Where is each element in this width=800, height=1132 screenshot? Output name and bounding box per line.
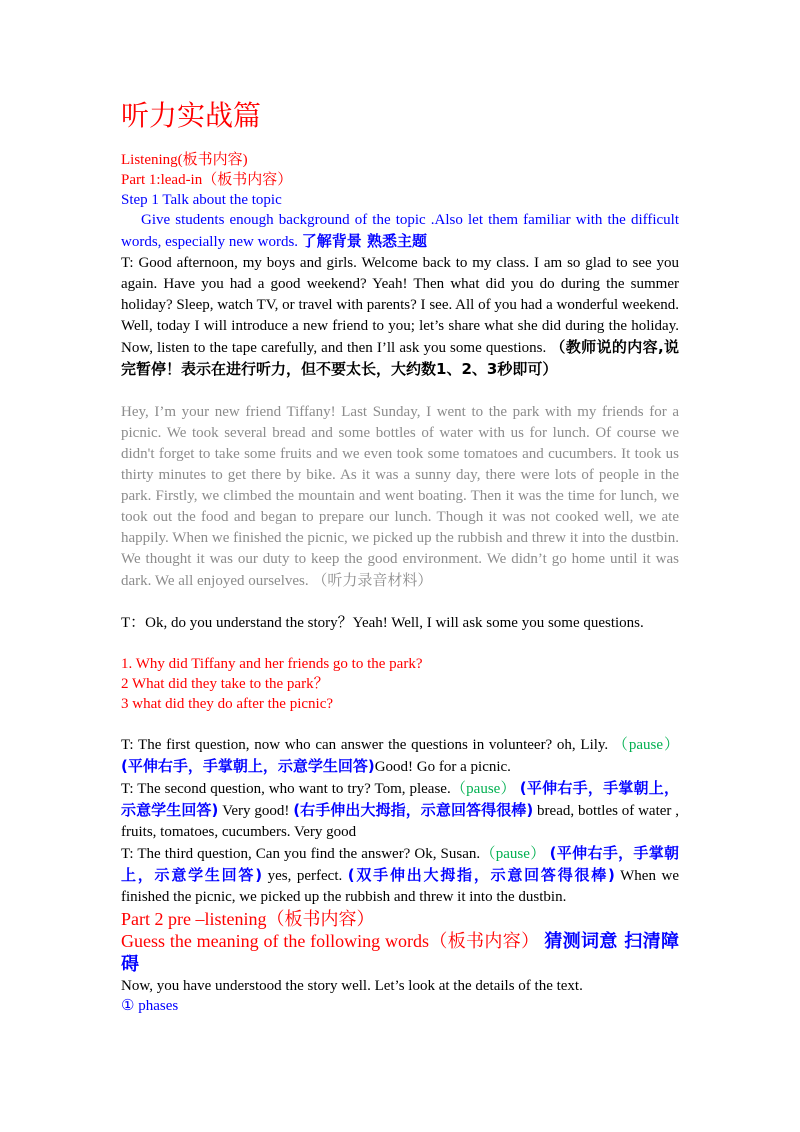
question-2: 2 What did they take to the park？ bbox=[121, 676, 329, 692]
intro-paragraph bbox=[121, 210, 679, 253]
answer-2-text-b: Very good! bbox=[218, 803, 294, 819]
answer-3-text-a: T: The third question, Can you find the answer? Ok, Susan. bbox=[121, 846, 481, 862]
heading-listening: Listening(板书内容) bbox=[121, 152, 248, 168]
heading-guess-text: Guess the meaning of the following words（板书内容） bbox=[121, 931, 540, 951]
answer-3-text-b: yes, perfect. bbox=[262, 868, 348, 884]
intro-note: 了解背景 熟悉主题 bbox=[301, 232, 428, 250]
word-1: ① phases bbox=[121, 998, 179, 1014]
details-line: Now, you have understood the story well. Let’s look at the details of the text. bbox=[121, 978, 583, 994]
answer-3-gesture: (平伸右手，手掌朝上，示意学生回答) bbox=[121, 844, 680, 884]
listening-note: （听力录音材料） bbox=[312, 571, 433, 589]
intro-text: Give students enough background of the topic .Also let them familiar with the difficult words, especially new words. bbox=[121, 212, 679, 250]
answer-3-pause: （pause） bbox=[480, 846, 546, 862]
teacher-question-line: T：Ok, do you understand the story？Yeah! Well, I will ask some you some questions. bbox=[121, 615, 644, 631]
answer-1-text-b: Good! Go for a picnic. bbox=[374, 759, 511, 775]
answer-2-gesture-2: (右手伸出大拇指，示意回答得很棒) bbox=[293, 801, 534, 819]
answer-3 bbox=[121, 843, 679, 908]
answer-2-pause: （pause） bbox=[450, 781, 516, 797]
listening-material bbox=[121, 402, 679, 592]
answer-2-gesture: (平伸右手，手掌朝上，示意学生回答) bbox=[121, 779, 680, 819]
heading-step1: Step 1 Talk about the topic bbox=[121, 192, 282, 208]
answer-1 bbox=[121, 735, 679, 778]
heading-guess-note: 猜测词意 扫清障碍 bbox=[121, 931, 680, 975]
teacher-paragraph-1-note: （教师说的内容,说完暂停！表示在进行听力，但不要太长，大约数1、2、3秒即可） bbox=[121, 338, 680, 378]
answer-1-text-a: T: The first question, now who can answer the questions in volunteer? oh, Lily. bbox=[121, 737, 609, 753]
answer-3-text-c: When we finished the picnic, we picked up the rubbish and threw it into the dustbin. bbox=[121, 868, 679, 905]
document-page bbox=[121, 96, 679, 1016]
page-title: 听力实战篇 bbox=[121, 99, 262, 132]
teacher-paragraph-1-text: T: Good afternoon, my boys and girls. Welcome back to my class. I am so glad to see you again. Have you had a good weekend? Yeah! Then what did you do during the summer holiday? Sleep, watch TV, or travel with parents? I see. All of you had a wonderful weekend. Well, today I will introduce a new friend to you; let’s share what she did during the holiday. Now, listen to the tape carefully, and then I’ll ask you some questions. bbox=[121, 255, 679, 356]
heading-part1: Part 1:lead-in（板书内容） bbox=[121, 172, 293, 188]
heading-guess bbox=[121, 930, 679, 976]
question-1: 1. Why did Tiffany and her friends go to the park? bbox=[121, 656, 423, 672]
answer-3-gesture-2: (双手伸出大拇指，示意回答得很棒) bbox=[347, 866, 615, 884]
teacher-paragraph-1 bbox=[121, 253, 679, 381]
listening-text: Hey, I’m your new friend Tiffany! Last Sunday, I went to the park with my friends for a picnic. We took several bread and some bottles of water with us for lunch. Of course we didn't forget to take some fruits and we even took some tomatoes and cucumbers. It took us thirty minutes to get there by bike. As it was a sunny day, there were lots of people in the park. Firstly, we climbed the mountain and went boating. Then it was the time for lunch, we took out the food and began to prepare our lunch. Though it was not cooked well, we ate happily. When we finished the picnic, we picked up the rubbish and threw it into the dustbin. We thought it was our duty to keep the good environment. We didn’t go home until it was dark. We all enjoyed ourselves. bbox=[121, 404, 679, 589]
question-3: 3 what did they do after the picnic? bbox=[121, 696, 334, 712]
heading-part2: Part 2 pre –listening（板书内容） bbox=[121, 909, 375, 929]
answer-2-text-c: bread, bottles of water , fruits, tomatoes, cucumbers. Very good bbox=[121, 803, 679, 840]
answer-2-text-a: T: The second question, who want to try? Tom, please. bbox=[121, 781, 451, 797]
answer-1-pause: （pause） bbox=[612, 737, 680, 753]
answer-2 bbox=[121, 778, 679, 843]
answer-1-gesture: (平伸右手，手掌朝上，示意学生回答) bbox=[121, 757, 375, 775]
